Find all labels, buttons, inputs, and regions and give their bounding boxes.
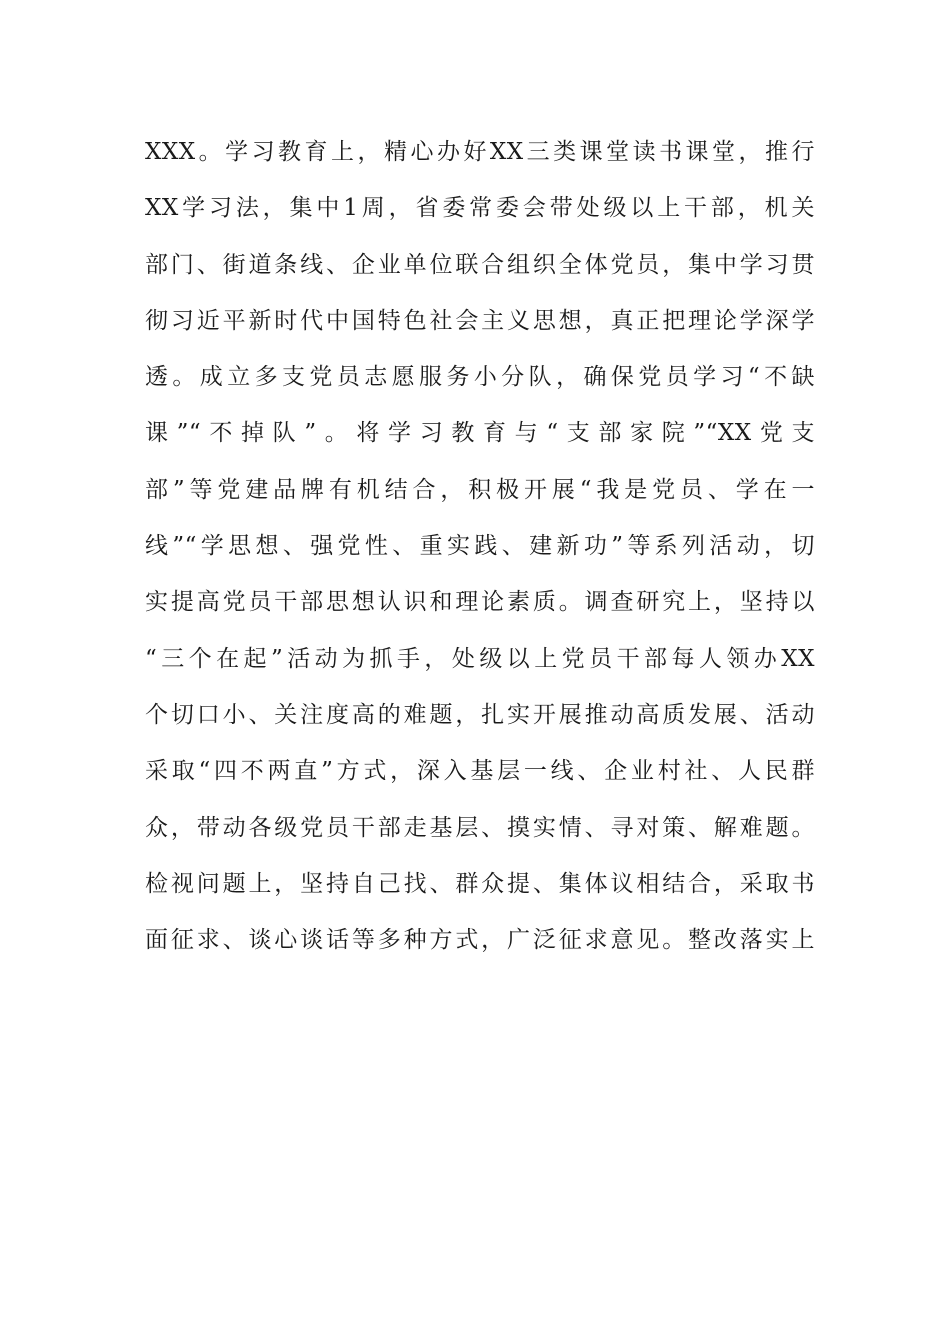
text-line: 众，带动各级党员干部走基层、摸实情、寻对策、解难题。: [145, 814, 815, 841]
text-line: XXX。学习教育上，精心办好XX三类课堂读书课堂，推行: [145, 139, 815, 165]
text-line: 线”“学思想、强党性、重实践、建新功”等系列活动，切: [145, 533, 815, 560]
text-line: 部”等党建品牌有机结合，积极开展“我是党员、学在一: [145, 476, 815, 503]
text-line: “三个在起”活动为抓手，处级以上党员干部每人领办XX: [145, 645, 815, 672]
body-text: [145, 129, 815, 973]
text-line: 个切口小、关注度高的难题，扎实开展推动高质发展、活动: [145, 701, 815, 728]
text-line: XX学习法，集中1周，省委常委会带处级以上干部，机关: [145, 195, 815, 222]
text-line: 实提高党员干部思想认识和理论素质。调查研究上，坚持以: [145, 589, 815, 616]
text-line: 部门、街道条线、企业单位联合组织全体党员，集中学习贯: [145, 251, 815, 278]
text-line: 面征求、谈心谈话等多种方式，广泛征求意见。整改落实上: [145, 927, 815, 954]
text-line: 检视问题上，坚持自己找、群众提、集体议相结合，采取书: [145, 870, 815, 897]
text-line: 课”“不掉队”。将学习教育与“支部家院”“XX党支: [145, 420, 815, 447]
text-line: 采取“四不两直”方式，深入基层一线、企业村社、人民群: [145, 758, 815, 785]
text-line: 透。成立多支党员志愿服务小分队，确保党员学习“不缺: [145, 364, 815, 391]
text-line: 彻习近平新时代中国特色社会主义思想，真正把理论学深学: [145, 307, 815, 334]
